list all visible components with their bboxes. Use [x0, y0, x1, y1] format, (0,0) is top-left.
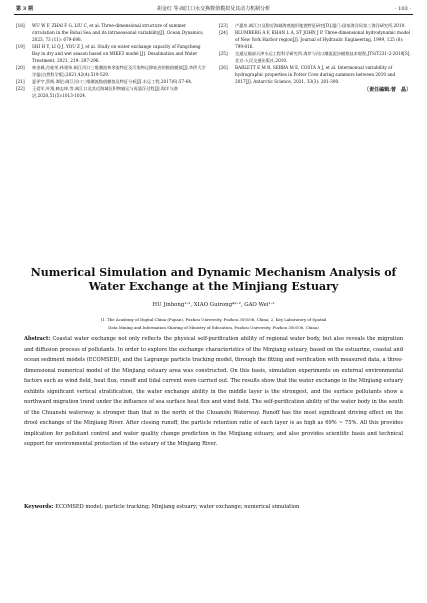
- responsible-editor: 〔责任编辑:曾 晶〕: [364, 87, 411, 94]
- reference-text: 卢惠泉.闽江口及附近海域海底地形地貌特征研究[D].厦门:国家海洋局第三海洋研究所,2010.: [235, 23, 406, 28]
- reference-number: [22]: [16, 86, 25, 92]
- reference-text: BLUMBERG A F, KHAN L A, ST JOHN J P. Three-dimensional hydrodynamic model of New York Harbor region[J]. Journal of Hydraulic Engineering, 1999, 125 (8): 799-816.: [235, 30, 411, 50]
- page-number: · 103 ·: [395, 6, 411, 12]
- affiliations: [20, 316, 407, 331]
- reference-item: [219, 29, 411, 50]
- reference-number: [20]: [16, 65, 25, 71]
- abstract-text: Coastal water exchange not only reflects the physical self-purification ability of regional water body, but also reveals the migration and diffusion process of pollutants. In order to explore the exchange characteristics of the Minjiang estuary, based on the estuarine, coastal and ocean sediment models (ECOMSED), and the Lagrange particle tracking model, through the fitting and verification with measured data, a three-dimensional numerical model of the Minjiang estuary area was constructed. On this basis, simulation experiments on external environmental factors such as wind field, heat flux, runoff and tidal current were carried out. The results show that the water exchange in the Minjiang estuary exhibits significant vertical stratification, the water exchange ability in the middle layer is the strongest, and the surface pollutants show a northward migration trend under the influence of sea surface heat flux and wind field. The self-purification ability of the water body in the south of the Chuanshi waterway is stronger than that in the north of the Chuanshi Waterway. Runoff has the most significant driving effect on the drool exchange of the Minjiang River. After closing runoff, the particle retention ratio of each layer is as high as 69% ~ 75%. All this provides implication for pollutant control and water quality change prediction in the Minjiang estuary, and also provides scientific basis and technical support for environmental protection of the estuary of the Minjiang River.: [24, 336, 404, 447]
- affiliation-line-1: (1. The Academy of Digital China (Fujian), Fuzhou University, Fuzhou 350108, China; 2. Key Laboratory of Spatial: [100, 317, 327, 322]
- issue-number: 第 3 期: [16, 6, 33, 12]
- reference-number: [21]: [16, 79, 25, 85]
- paper-title: Numerical Simulation and Dynamic Mechanism Analysis of Water Exchange at the Minjiang Estuary: [30, 266, 397, 293]
- reference-number: [26]: [219, 65, 228, 71]
- abstract: [24, 334, 403, 450]
- reference-text: 交通运输部天津水运工程科学研究所.海岸与河口潮流泥沙模拟技术规程:JTS/T231-2-2010[S].北京:人民交通出版社,2010.: [235, 51, 411, 64]
- reference-number: [23]: [219, 23, 228, 28]
- reference-item: [219, 22, 411, 29]
- reference-item: [16, 64, 206, 78]
- reference-text: WU W F, ZHAI F G, LIU C, et al. Three-dimensional structure of summer circulation in the Bohai Sea and its intraseasonal variability[J]. Ocean Dynamics, 2023, 73 (11): 679-698.: [32, 23, 204, 43]
- running-title: 胡金红 等:闽江口水交换数值模拟及其动力机制分析: [156, 6, 271, 12]
- affiliation-line-2: Data Mining and Information Sharing of Ministry of Education, Fuzhou University, Fuzhou 350108, China): [108, 324, 319, 330]
- reference-text: 林金城,肖桂荣,林建伟.闽江河口三维潮流和余流特征及污染物运移轨迹的数值模拟[J].华侨大学学报(自然科学版),2021,42(4):519-529.: [32, 65, 206, 78]
- reference-item: [16, 78, 206, 85]
- reference-item: [16, 22, 206, 43]
- reference-text: SHI H Y, LI Q J, YOU Z J, et al. Study on water exchange capacity of Fangcheng Bay in dry and wet season based on MIKE3 model [J]. Desalination and Water Treatment, 2021, 219: 287-296.: [32, 44, 201, 64]
- reference-number: [19]: [16, 44, 25, 50]
- references-left-column: [16, 22, 206, 100]
- reference-item: [219, 50, 411, 64]
- reference-text: 夏评宇,蔡辉,谭论.闽江河口三维潮流数值模拟及特征分析[J].水运工程,2017(6):57-64.: [32, 79, 193, 85]
- reference-text: BARLETT E M R, SERRA M E, COSTA A J, et al. Intermonual variability of hydrographic properties in Potter Cove during summers between 2010 and 2017[J]. Antarctic Science, 2021, 33(3): 281-300.: [235, 65, 396, 85]
- reference-item: [219, 64, 411, 85]
- author-list: HU Jinhong¹·², XIAO Guirong*¹·², GAO Wei¹·²: [152, 302, 275, 308]
- reference-number: [25]: [219, 51, 228, 57]
- references-right-column: [219, 22, 411, 94]
- keywords-text: ECOMSED model; particle tracking; Minjiang estuary; water exchange; numerical simulation: [55, 504, 300, 510]
- abstract-label: Abstract:: [24, 336, 51, 342]
- reference-item: [16, 85, 206, 99]
- keywords-label: Keywords:: [24, 504, 54, 510]
- reference-item: [16, 43, 206, 64]
- reference-number: [18]: [16, 23, 25, 28]
- keywords: [24, 502, 403, 512]
- page-header: [14, 4, 413, 15]
- reference-text: 王爱军,叶翔,赖志坤,等.闽江口及其近海域沉积物输运与再悬浮过程[J].海洋与湖沼,2020,51(5):1013-1024.: [32, 86, 178, 99]
- reference-number: [24]: [219, 30, 228, 36]
